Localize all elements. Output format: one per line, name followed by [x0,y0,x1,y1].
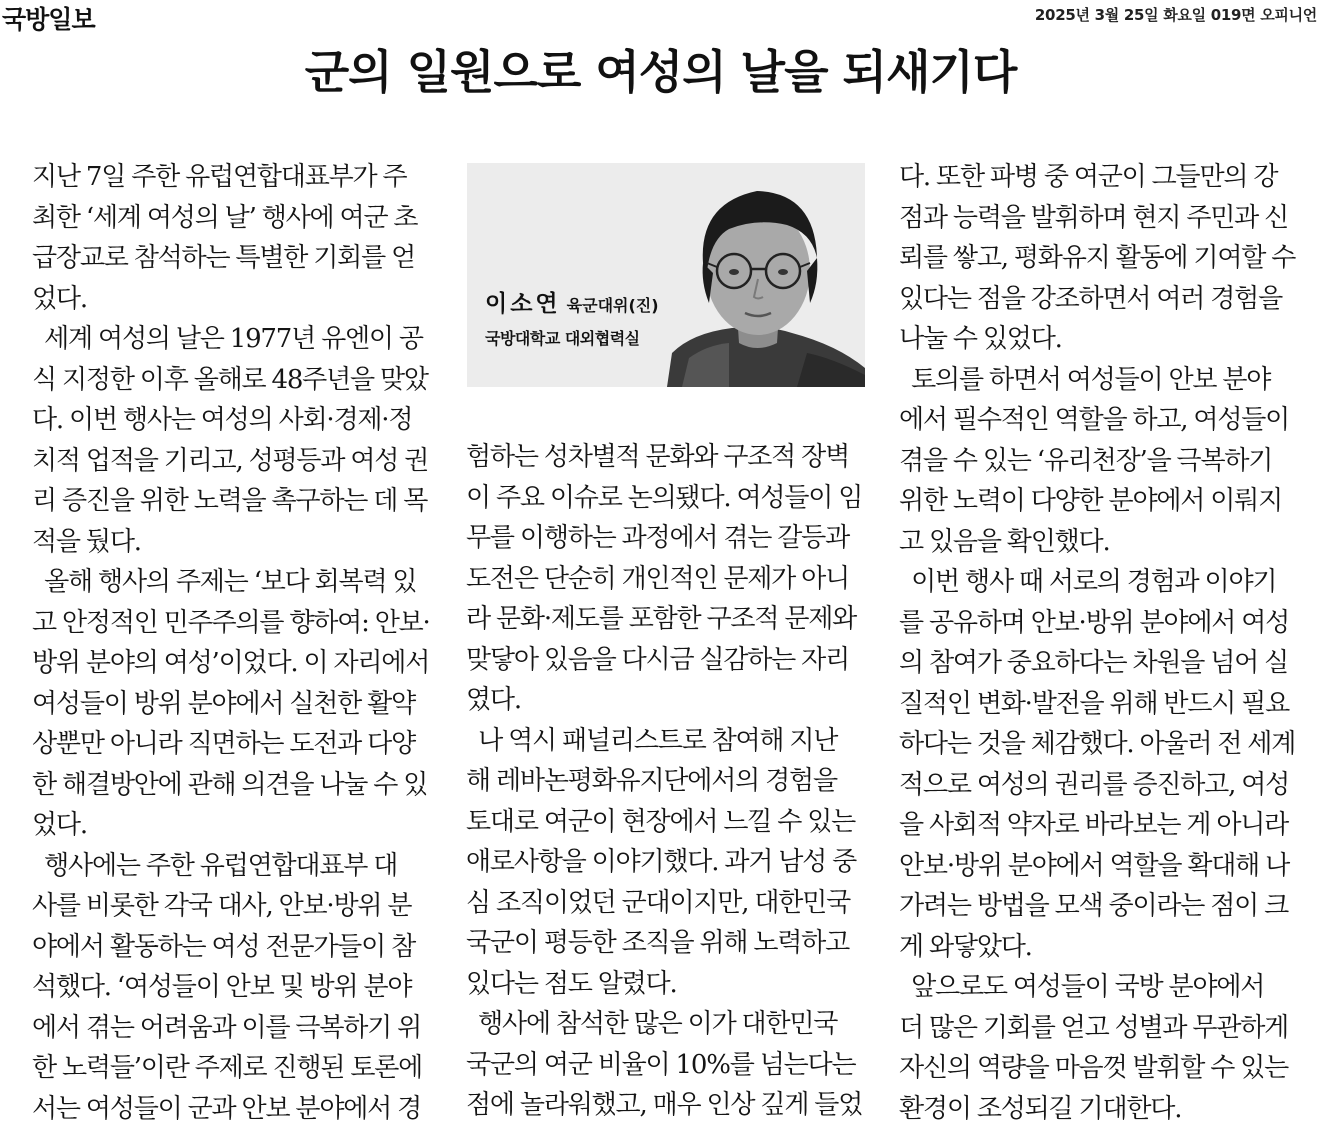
text-line: 세계 여성의 날은 1977년 유엔이 공 [32,319,437,360]
text-line: 에서 겪는 어려움과 이를 극복하기 위 [32,1008,437,1049]
text-line: 있다는 점을 강조하면서 여러 경험을 [899,279,1304,320]
text-line: 토의를 하면서 여성들이 안보 분야 [899,360,1304,401]
text-line: 다. 이번 행사는 여성의 사회·경제·정 [32,400,437,441]
text-line: 이 주요 이슈로 논의됐다. 여성들이 임 [466,478,871,519]
text-line: 더 많은 기회를 얻고 성별과 무관하게 [899,1008,1304,1049]
text-line: 방위 분야의 여성’이었다. 이 자리에서 [32,643,437,684]
text-line: 적을 뒀다. [32,522,437,563]
text-line: 맞닿아 있음을 다시금 실감하는 자리 [466,640,871,681]
text-line: 토대로 여군이 현장에서 느낄 수 있는 [466,802,871,843]
text-line: 고 있음을 확인했다. [899,522,1304,563]
author-name: 이소연 [485,291,561,317]
text-line: 야에서 활동하는 여성 전문가들이 참 [32,927,437,968]
text-line: 앞으로도 여성들이 국방 분야에서 [899,967,1304,1008]
text-line: 적으로 여성의 권리를 증진하고, 여성 [899,765,1304,806]
text-line: 석했다. ‘여성들이 안보 및 방위 분야 [32,967,437,1008]
text-line: 행사에 참석한 많은 이가 대한민국 [466,1004,871,1045]
text-line: 험하는 성차별적 문화와 구조적 장벽 [466,437,871,478]
text-line: 겪을 수 있는 ‘유리천장’을 극복하기 [899,441,1304,482]
text-line: 었다. [32,279,437,320]
text-line: 한 해결방안에 관해 의견을 나눌 수 있 [32,765,437,806]
article-headline: 군의 일원으로 여성의 날을 되새기다 [0,36,1321,102]
text-line: 다. 또한 파병 중 여군이 그들만의 강 [899,157,1304,198]
text-line: 에서 필수적인 역할을 하고, 여성들이 [899,400,1304,441]
text-line: 질적인 변화·발전을 위해 반드시 필요 [899,684,1304,725]
text-line: 도전은 단순히 개인적인 문제가 아니 [466,559,871,600]
text-line: 치적 업적을 기리고, 성평등과 여성 권 [32,441,437,482]
author-rank: 육군대위(진) [567,296,659,315]
text-line: 행사에는 주한 유럽연합대표부 대 [32,846,437,887]
text-line: 급장교로 참석하는 특별한 기회를 얻 [32,238,437,279]
author-photo-box [467,163,865,387]
text-line: 한 노력들’이란 주제로 진행된 토론에 [32,1048,437,1089]
text-line: 있다는 점도 알렸다. [466,964,871,1005]
author-affiliation: 국방대학교 대외협력실 [485,326,659,349]
text-line: 나눌 수 있었다. [899,319,1304,360]
text-line: 무를 이행하는 과정에서 겪는 갈등과 [466,518,871,559]
text-line: 하다는 것을 체감했다. 아울러 전 세계 [899,724,1304,765]
text-line: 안보·방위 분야에서 역할을 확대해 나 [899,846,1304,887]
text-line: 서는 여성들이 군과 안보 분야에서 경 [32,1089,437,1129]
text-line: 국군이 평등한 조직을 위해 노력하고 [466,923,871,964]
text-line: 여성들이 방위 분야에서 실천한 활약 [32,684,437,725]
text-line: 지난 7일 주한 유럽연합대표부가 주 [32,157,437,198]
text-line: 이번 행사 때 서로의 경험과 이야기 [899,562,1304,603]
text-line: 국군의 여군 비율이 10%를 넘는다는 [466,1045,871,1086]
newspaper-masthead: 국방일보 [2,0,95,36]
text-line: 가려는 방법을 모색 중이라는 점이 크 [899,886,1304,927]
text-line: 자신의 역량을 마음껏 발휘할 수 있는 [899,1048,1304,1089]
text-line: 해 레바논평화유지단에서의 경험을 [466,761,871,802]
text-line: 사를 비롯한 각국 대사, 안보·방위 분 [32,886,437,927]
text-line: 올해 행사의 주제는 ‘보다 회복력 있 [32,562,437,603]
text-line: 나 역시 패널리스트로 참여해 지난 [466,721,871,762]
author-byline [485,285,659,349]
text-line: 뢰를 쌓고, 평화유지 활동에 기여할 수 [899,238,1304,279]
text-line: 점과 능력을 발휘하며 현지 주민과 신 [899,198,1304,239]
text-line: 게 와닿았다. [899,927,1304,968]
text-line: 리 증진을 위한 노력을 촉구하는 데 목 [32,481,437,522]
article-column-3 [899,157,1304,1129]
text-line: 위한 노력이 다양한 분야에서 이뤄지 [899,481,1304,522]
issue-dateline: 2025년 3월 25일 화요일 019면 오피니언 [1035,4,1317,25]
text-line: 의 참여가 중요하다는 차원을 넘어 실 [899,643,1304,684]
text-line: 였다. [466,680,871,721]
text-line: 를 공유하며 안보·방위 분야에서 여성 [899,603,1304,644]
text-line: 애로사항을 이야기했다. 과거 남성 중 [466,842,871,883]
text-line: 환경이 조성되길 기대한다. [899,1089,1304,1129]
author-portrait [467,163,865,387]
text-line: 상뿐만 아니라 직면하는 도전과 다양 [32,724,437,765]
text-line: 을 사회적 약자로 바라보는 게 아니라 [899,805,1304,846]
article-column-1 [32,157,437,1129]
text-line: 고 안정적인 민주주의를 향하여: 안보· [32,603,437,644]
text-line: 심 조직이었던 군대이지만, 대한민국 [466,883,871,924]
text-line: 최한 ‘세계 여성의 날’ 행사에 여군 초 [32,198,437,239]
text-line: 식 지정한 이후 올해로 48주년을 맞았 [32,360,437,401]
text-line: 점에 놀라워했고, 매우 인상 깊게 들었 [466,1085,871,1126]
text-line: 었다. [32,805,437,846]
article-column-2 [466,437,871,1126]
text-line: 라 문화·제도를 포함한 구조적 문제와 [466,599,871,640]
